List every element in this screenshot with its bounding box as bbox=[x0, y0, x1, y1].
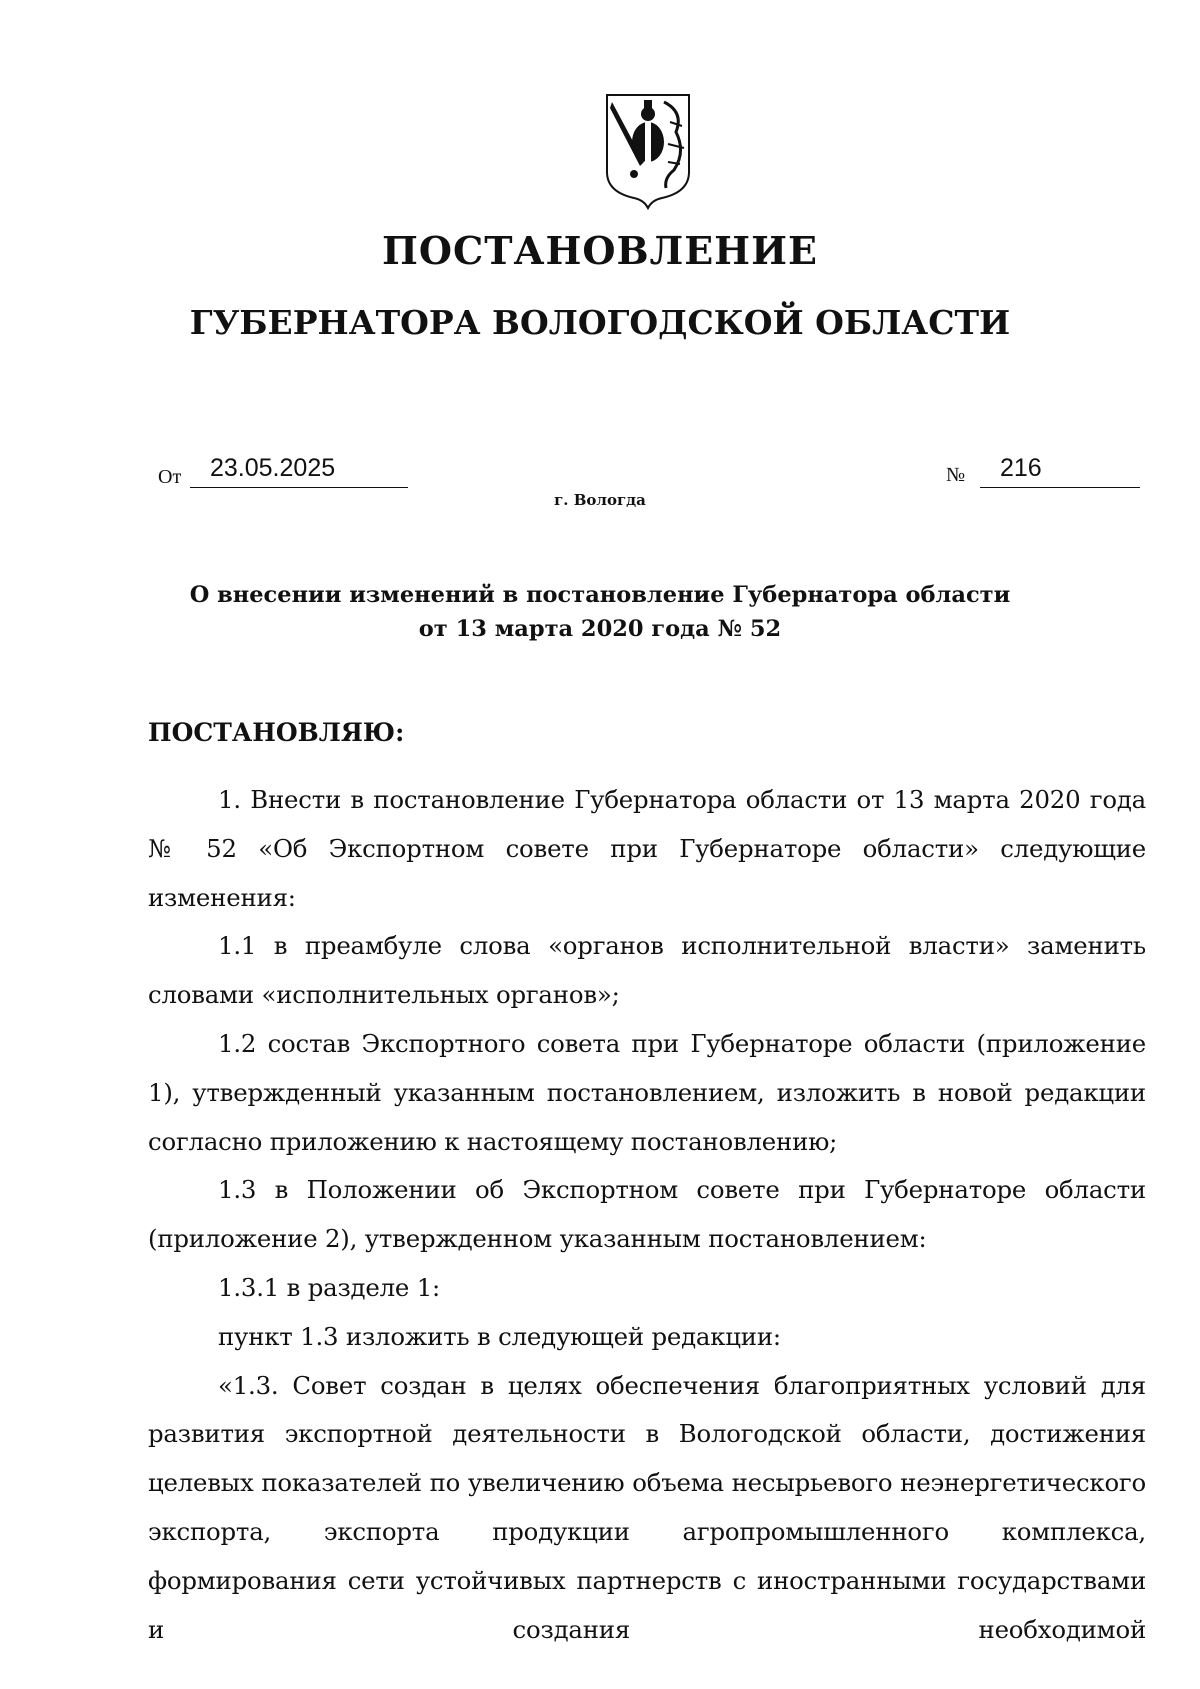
subject-line: от 13 марта 2020 года № 52 bbox=[418, 616, 782, 642]
paragraph: 1.1 в преамбуле слова «органов исполнительной власти» заменить словами «исполнительных органов»; bbox=[148, 931, 1146, 1010]
date-label: От bbox=[158, 466, 182, 488]
decree-heading: ПОСТАНОВЛЯЮ: bbox=[148, 718, 405, 747]
document-body bbox=[148, 776, 1146, 1654]
document-title: ПОСТАНОВЛЕНИЕ bbox=[382, 228, 818, 273]
paragraph: «1.3. Совет создан в целях обеспечения благоприятных условий для развития экспортной деятельности в Вологодской области, достижения целевых показателей по увеличению объема несырьевого неэнергетического экспорта, экспорта продукции агропромышленного комплекса, формирования сети устойчивых партнерств с иностранными государствами и создания необходимой bbox=[148, 1370, 1146, 1644]
city: г. Вологда bbox=[554, 491, 646, 509]
paragraph: пункт 1.3 изложить в следующей редакции: bbox=[218, 1321, 781, 1351]
coat-of-arms-emblem bbox=[604, 92, 692, 210]
issuer-title: ГУБЕРНАТОРА ВОЛОГОДСКОЙ ОБЛАСТИ bbox=[189, 303, 1011, 342]
paragraph: 1.2 состав Экспортного совета при Губернаторе области (приложение 1), утвержденный указанным постановлением, изложить в новой редакции согласно приложению к настоящему постановлению; bbox=[148, 1028, 1146, 1156]
document-number: 216 bbox=[980, 455, 1140, 488]
number-label: № bbox=[946, 464, 966, 486]
subject-line: О внесении изменений в постановление Губернатора области bbox=[189, 582, 1011, 608]
paragraph: 1. Внести в постановление Губернатора области от 13 марта 2020 года № 52 «Об Экспортном совете при Губернаторе области» следующие изменения: bbox=[148, 785, 1146, 912]
paragraph: 1.3.1 в разделе 1: bbox=[218, 1272, 441, 1302]
paragraph: 1.3 в Положении об Экспортном совете при Губернаторе области (приложение 2), утвержденном указанным постановлением: bbox=[148, 1175, 1146, 1254]
document-subject bbox=[0, 578, 1200, 646]
document-date: 23.05.2025 bbox=[190, 455, 408, 488]
